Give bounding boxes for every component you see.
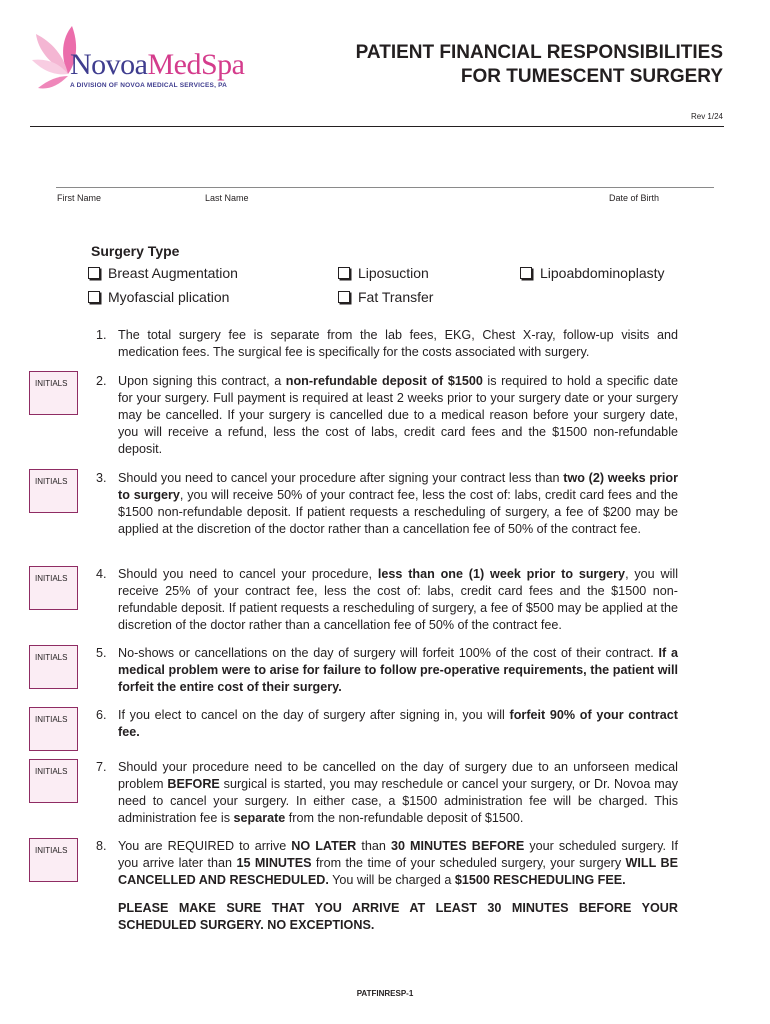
policy-item-8: 8. You are REQUIRED to arrive NO LATER than 30 MINUTES BEFORE your scheduled surgery. If you arrive later than 15 MINUTES from the time of your scheduled surgery, your surgery WILL BE CANCELLED AND RESCHEDULED. You will be charged a $1500 RESCHEDULING FEE. (96, 839, 679, 887)
checkbox[interactable] (88, 267, 100, 279)
option-breast-augmentation[interactable]: Breast Augmentation (88, 265, 238, 281)
option-fat-transfer[interactable]: Fat Transfer (338, 289, 433, 305)
option-liposuction[interactable]: Liposuction (338, 265, 429, 281)
policy-item-6: 6. If you elect to cancel on the day of surgery after signing in, you will forfeit 90% of your contract fee. (96, 708, 678, 739)
policy-item-4: 4. Should you need to cancel your procedure, less than one (1) week prior to surgery, you will receive 25% of your contract fee, less the cost of: labs, credit card fees and the $1500 non-refundable deposit. If patient requests a rescheduling of surgery, a fee of $500 may be applied at the discretion of the doctor rather than a cancellation fee of 50% of the contract fee. (96, 567, 678, 632)
initials-box-7[interactable]: INITIALS (29, 759, 78, 803)
patient-info-line[interactable] (56, 187, 714, 188)
checkbox[interactable] (88, 291, 100, 303)
checkbox[interactable] (520, 267, 532, 279)
initials-box-5[interactable]: INITIALS (29, 645, 78, 689)
page-title: PATIENT FINANCIAL RESPONSIBILITIES FOR TUMESCENT SURGERY (355, 42, 723, 87)
initials-box-8[interactable]: INITIALS (29, 838, 78, 882)
header-divider (30, 126, 724, 127)
policy-item-2: 2. Upon signing this contract, a non-refundable deposit of $1500 is required to hold a specific date for your surgery. Full payment is required at least 2 weeks prior to your surgery date or your surgery may be cancelled. If your surgery is cancelled due to a medical reason before your surgery date, you will receive a refund, less the cost of labs, credit card fees and the $1500 non-refundable deposit. (96, 374, 678, 456)
option-myofascial-plication[interactable]: Myofascial plication (88, 289, 229, 305)
initials-box-6[interactable]: INITIALS (29, 707, 78, 751)
policy-item-5: 5. No-shows or cancellations on the day of surgery will forfeit 100% of the cost of their contract. If a medical problem were to arise for failure to follow pre-operative requirements, the patient will forfeit the entire cost of their surgery. (96, 646, 678, 694)
option-lipoabdominoplasty[interactable]: Lipoabdominoplasty (520, 265, 665, 281)
surgery-type-title: Surgery Type (91, 243, 180, 259)
checkbox[interactable] (338, 267, 350, 279)
brand-subtitle: A DIVISION OF NOVOA MEDICAL SERVICES, PA (70, 82, 228, 89)
dob-label: Date of Birth (609, 193, 660, 203)
brand-logo: NovoaMedSpa (70, 48, 245, 81)
initials-box-2[interactable]: INITIALS (29, 371, 78, 415)
initials-box-4[interactable]: INITIALS (29, 566, 78, 610)
initials-box-3[interactable]: INITIALS (29, 469, 78, 513)
policy-item-1: 1. The total surgery fee is separate from the lab fees, EKG, Chest X-ray, follow-up visits and medication fees. The surgical fee is specifically for the costs associated with surgery. (96, 328, 678, 359)
form-code: PATFINRESP-1 (356, 989, 414, 998)
revision-label: Rev 1/24 (690, 112, 723, 121)
policy-item-7: 7. Should your procedure need to be cancelled on the day of surgery due to an unforseen medical problem BEFORE surgical is started, you may reschedule or cancel your surgery, or Dr. Novoa may need to cancel your surgery. In either case, a $1500 administration fee will be charged. This administration fee is separate from the non-refundable deposit of $1500. (96, 760, 678, 825)
first-name-label: First Name (57, 193, 102, 203)
last-name-label: Last Name (205, 193, 249, 203)
arrival-warning: PLEASE MAKE SURE THAT YOU ARRIVE AT LEAST 30 MINUTES BEFORE YOUR SCHEDULED SURGERY. NO EXCEPTIONS. (118, 901, 678, 932)
checkbox[interactable] (338, 291, 350, 303)
policy-item-3: 3. Should you need to cancel your procedure after signing your contract less than two (2) weeks prior to surgery, you will receive 50% of your contract fee, less the cost of: labs, credit card fees and the $1500 non-refundable deposit. If patient requests a rescheduling of surgery, a fee of $200 may be applied at the discretion of the doctor rather than a cancellation fee of 50% of the contract fee. (96, 471, 679, 536)
